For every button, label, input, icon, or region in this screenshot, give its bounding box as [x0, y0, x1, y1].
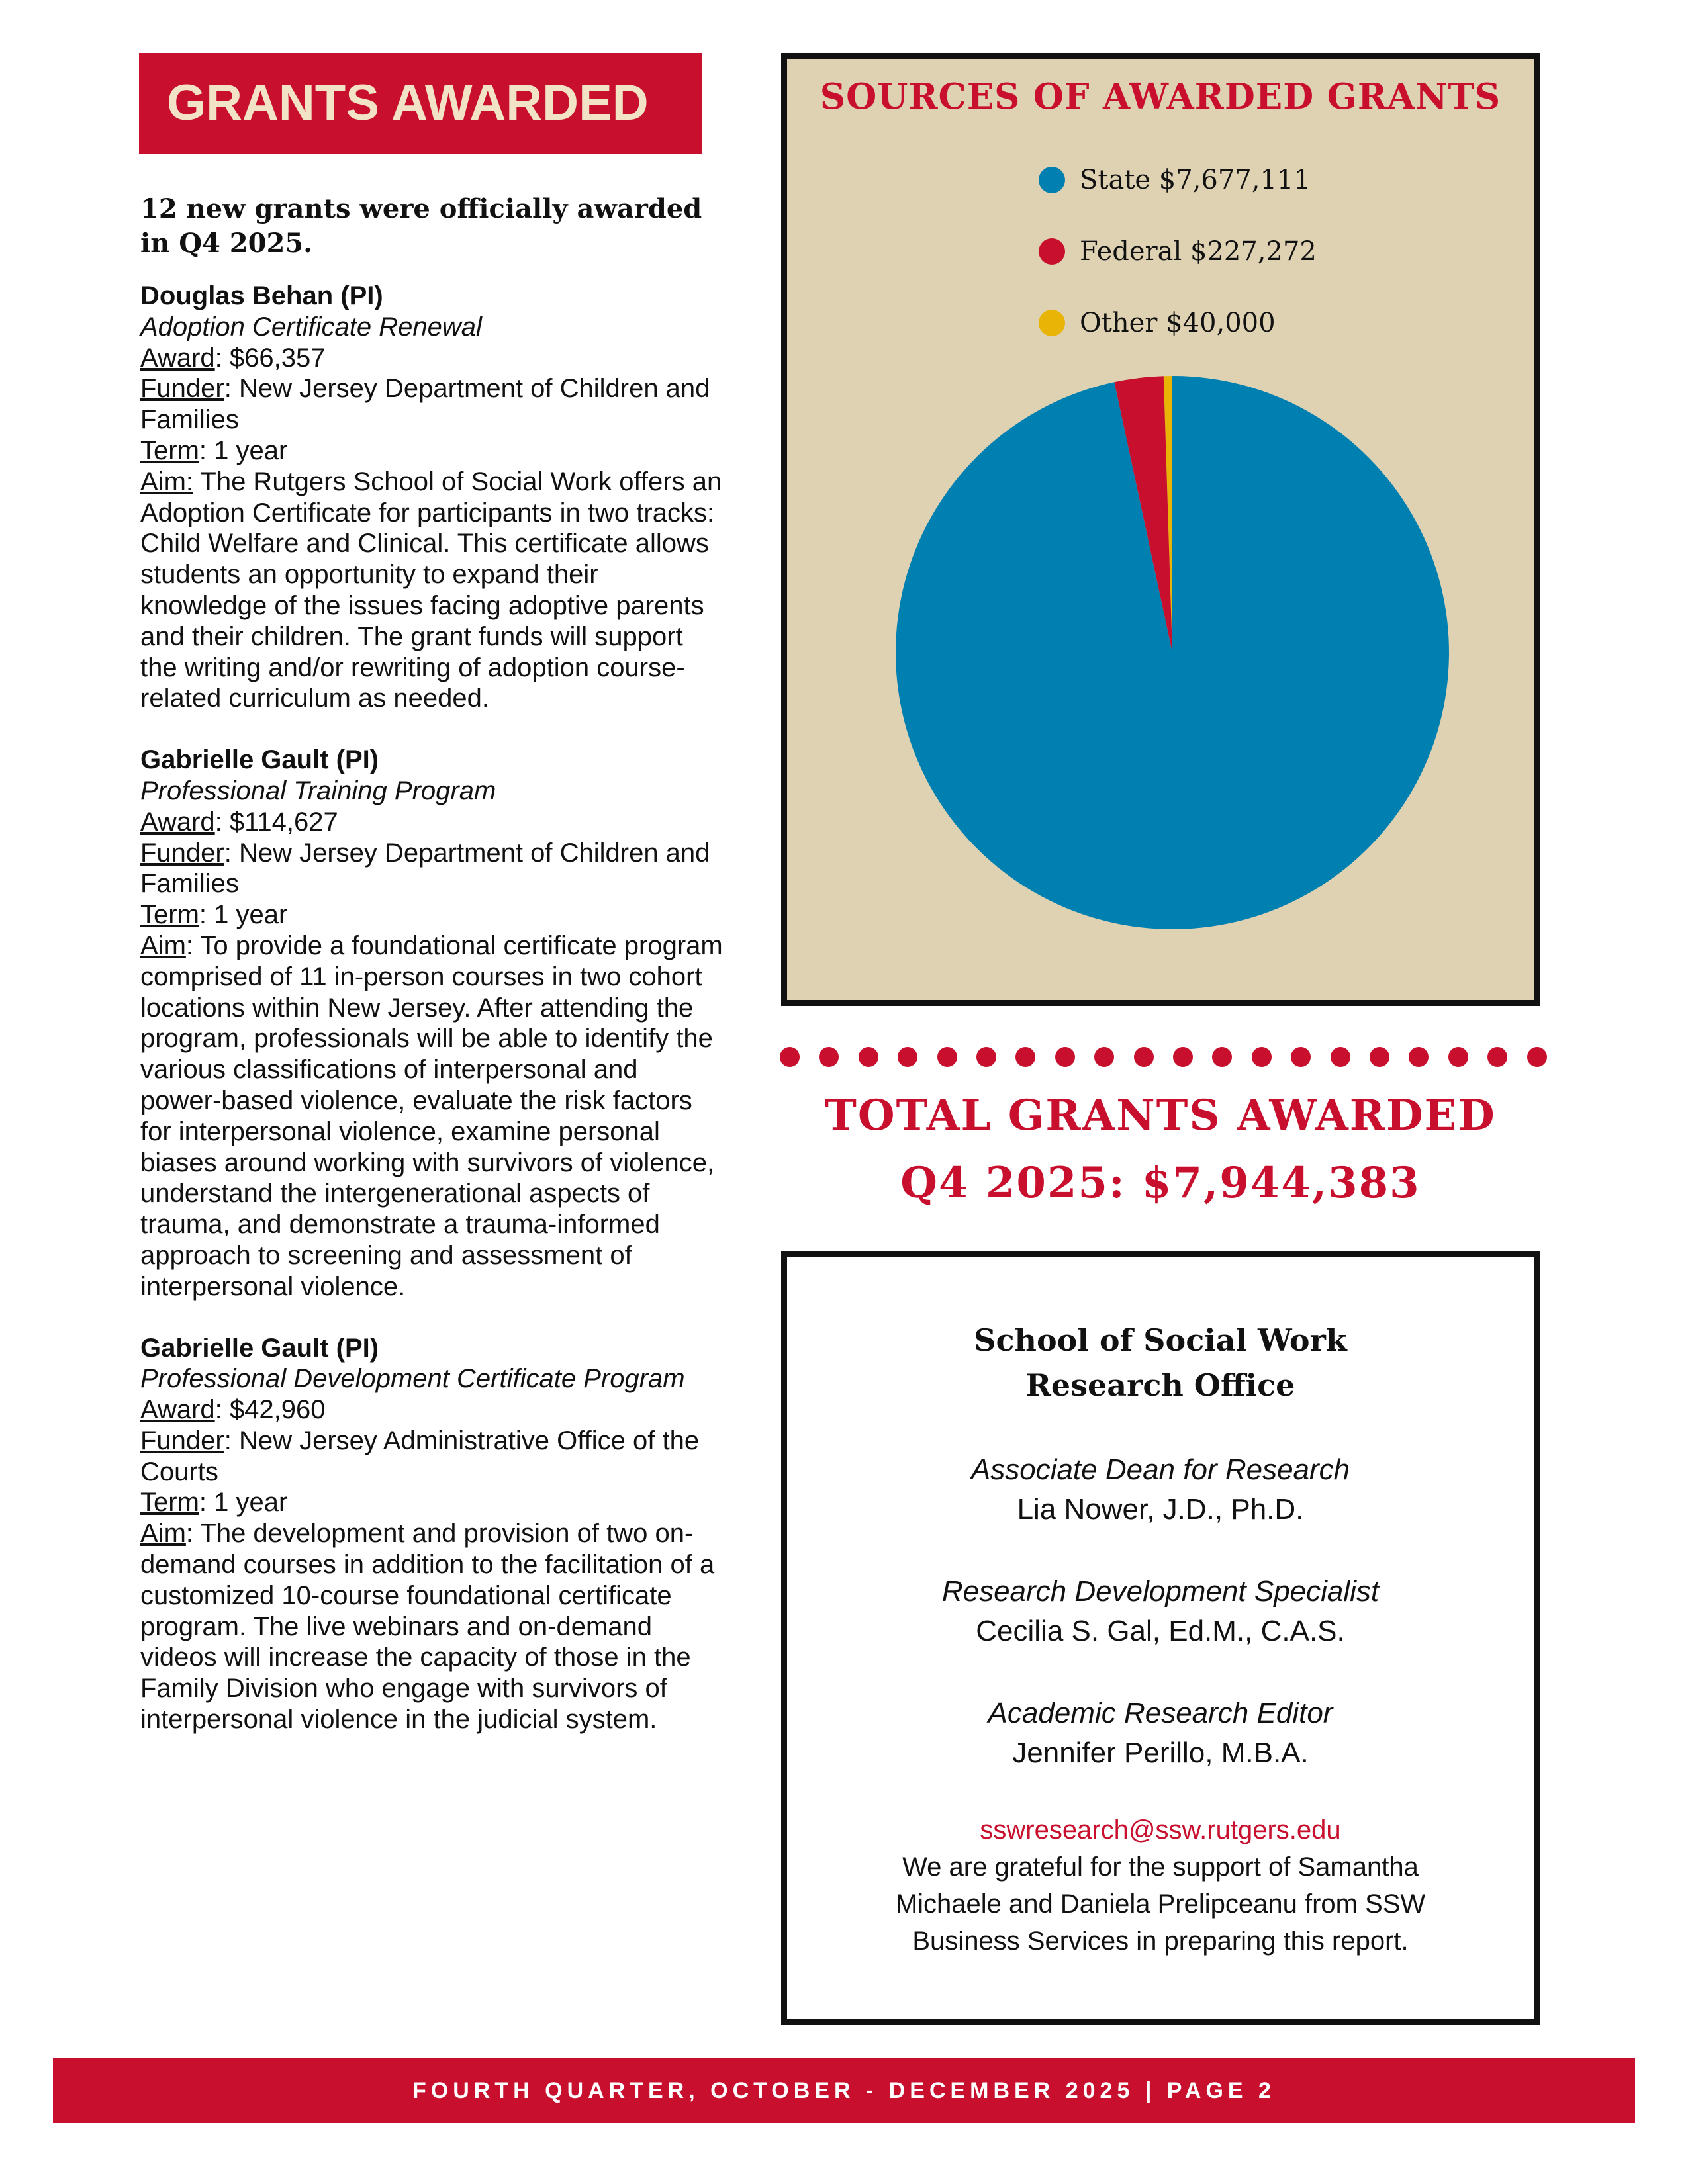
grant-funder — [140, 1426, 723, 1488]
award-value: : $66,357 — [214, 343, 326, 373]
term-label: Term — [140, 900, 199, 930]
grant-entry — [140, 745, 723, 1302]
divider-dot — [1055, 1047, 1075, 1067]
divider-dot — [1331, 1047, 1350, 1067]
divider-dot — [1134, 1047, 1154, 1067]
aim-value: : To provide a foundational certificate program comprised of 11 in-person courses in two cohort locations within New Jersey. After attending the program, professionals will be able to identify the various classifications of interpersonal and power-based violence, evaluate the risk factors for interpersonal violence, examine personal biases around working with survivors of violence, understand the intergenerational aspects of trauma, and demonstrate a trauma-informed approach to screening and assessment of interpersonal violence. — [140, 931, 723, 1301]
legend-label-other: Other $40,000 — [1080, 308, 1276, 338]
divider-dot — [1527, 1047, 1547, 1067]
funder-value: : New Jersey Department of Children and Families — [140, 374, 710, 435]
divider-dot — [1173, 1047, 1193, 1067]
divider-dot — [1291, 1047, 1311, 1067]
grant-term — [140, 899, 723, 931]
grant-pi: Gabrielle Gault (PI) — [140, 745, 379, 775]
legend-label-federal: Federal $227,272 — [1080, 236, 1317, 267]
term-label: Term — [140, 435, 199, 465]
grants-list — [140, 192, 723, 1766]
spacer — [787, 1651, 1534, 1694]
grant-title: Adoption Certificate Renewal — [140, 312, 482, 341]
grant-entry — [140, 1333, 723, 1735]
aim-label: Aim: — [140, 467, 193, 496]
aim-value: The Rutgers School of Social Work offers an Adoption Certificate for participants in two tracks: Child Welfare and Clinical. This certificate allows students an opportunity to expand their knowledge of the issues facing adoptive parents and their children. The grant funds will support the writing and/or rewriting of adoption course-related curriculum as needed. — [140, 467, 722, 713]
grant-title: Professional Development Certificate Program — [140, 1364, 685, 1394]
pie-slice-state — [896, 376, 1449, 929]
staff-role: Academic Research Editor — [988, 1697, 1333, 1729]
grant-pi: Douglas Behan (PI) — [140, 281, 383, 310]
legend-label-state: State $7,677,111 — [1080, 165, 1311, 195]
award-label: Award — [140, 807, 215, 837]
section-header — [139, 53, 702, 154]
staff-role: Associate Dean for Research — [970, 1453, 1350, 1486]
grant-award — [140, 343, 723, 374]
office-heading — [787, 1318, 1534, 1408]
award-value: : $114,627 — [214, 807, 338, 837]
grant-term — [140, 435, 723, 467]
office-heading-line-2: Research Office — [1025, 1367, 1295, 1403]
research-office-box — [781, 1251, 1540, 2025]
staff-name: Cecilia S. Gal, Ed.M., C.A.S. — [976, 1615, 1345, 1647]
funder-value: : New Jersey Department of Children and Families — [140, 838, 710, 899]
divider-dot — [937, 1047, 957, 1067]
divider-dot — [1094, 1047, 1114, 1067]
contact-email-link[interactable]: sswresearch@ssw.rutgers.edu — [980, 1815, 1341, 1844]
acknowledgement-text: We are grateful for the support of Samantha Michaele and Daniela Prelipceanu from SSW Business Services in preparing this report. — [895, 1852, 1426, 1956]
divider-dot — [1370, 1047, 1389, 1067]
funder-label: Funder — [140, 374, 224, 404]
office-heading-line-1: School of Social Work — [974, 1322, 1347, 1358]
staff-name: Lia Nower, J.D., Ph.D. — [1017, 1493, 1304, 1525]
spacer — [787, 1529, 1534, 1572]
grant-funder — [140, 373, 723, 435]
intro-text: 12 new grants were officially awarded in Q4 2025. — [140, 193, 702, 259]
total-line-1: TOTAL GRANTS AWARDED — [825, 1091, 1496, 1140]
divider-dot — [1212, 1047, 1232, 1067]
divider-dot — [780, 1047, 800, 1067]
divider-dot — [1448, 1047, 1468, 1067]
divider-dot — [1015, 1047, 1035, 1067]
grant-pi: Gabrielle Gault (PI) — [140, 1333, 379, 1363]
grant-title: Professional Training Program — [140, 776, 496, 805]
total-line-2: Q4 2025: $7,944,383 — [900, 1158, 1421, 1208]
spacer — [787, 1773, 1534, 1811]
award-label: Award — [140, 1395, 215, 1425]
grant-aim — [140, 467, 723, 714]
sources-chart — [781, 53, 1540, 1006]
dotted-divider — [780, 1047, 1528, 1073]
term-value: : 1 year — [199, 435, 288, 465]
term-value: : 1 year — [199, 900, 288, 930]
divider-dot — [976, 1047, 996, 1067]
pie-chart — [787, 59, 1534, 1000]
grant-entry — [140, 281, 723, 714]
grant-award — [140, 1394, 723, 1426]
staff-name: Jennifer Perillo, M.B.A. — [1012, 1737, 1309, 1769]
page-footer: FOURTH QUARTER, OCTOBER - DECEMBER 2025 | PAGE 2 — [53, 2058, 1635, 2123]
divider-dot — [1252, 1047, 1272, 1067]
award-value: : $42,960 — [214, 1395, 326, 1425]
grant-aim — [140, 931, 723, 1302]
funder-label: Funder — [140, 838, 224, 868]
spacer — [787, 1408, 1534, 1450]
staff-role: Research Development Specialist — [941, 1575, 1380, 1608]
funder-label: Funder — [140, 1426, 224, 1455]
term-value: : 1 year — [199, 1488, 288, 1518]
chart-title: SOURCES OF AWARDED GRANTS — [820, 76, 1501, 117]
divider-dot — [819, 1047, 839, 1067]
aim-label: Aim — [140, 931, 186, 960]
divider-dot — [1487, 1047, 1507, 1067]
aim-label: Aim — [140, 1519, 186, 1549]
grant-aim — [140, 1518, 723, 1735]
section-title: GRANTS AWARDED — [167, 75, 649, 131]
award-label: Award — [140, 343, 215, 373]
grant-term — [140, 1487, 723, 1518]
grant-funder — [140, 838, 723, 900]
grant-award — [140, 807, 723, 838]
divider-dot — [898, 1047, 917, 1067]
aim-value: : The development and provision of two on-demand courses in addition to the facilitation of a customized 10-course foundational certificate program. The live webinars and on-demand videos will increase the capacity of those in the Family Division who engage with survivors of interpersonal violence in the judicial system. — [140, 1519, 715, 1735]
divider-dot — [1409, 1047, 1429, 1067]
term-label: Term — [140, 1488, 199, 1518]
funder-value: : New Jersey Administrative Office of the Courts — [140, 1426, 700, 1486]
divider-dot — [859, 1047, 878, 1067]
